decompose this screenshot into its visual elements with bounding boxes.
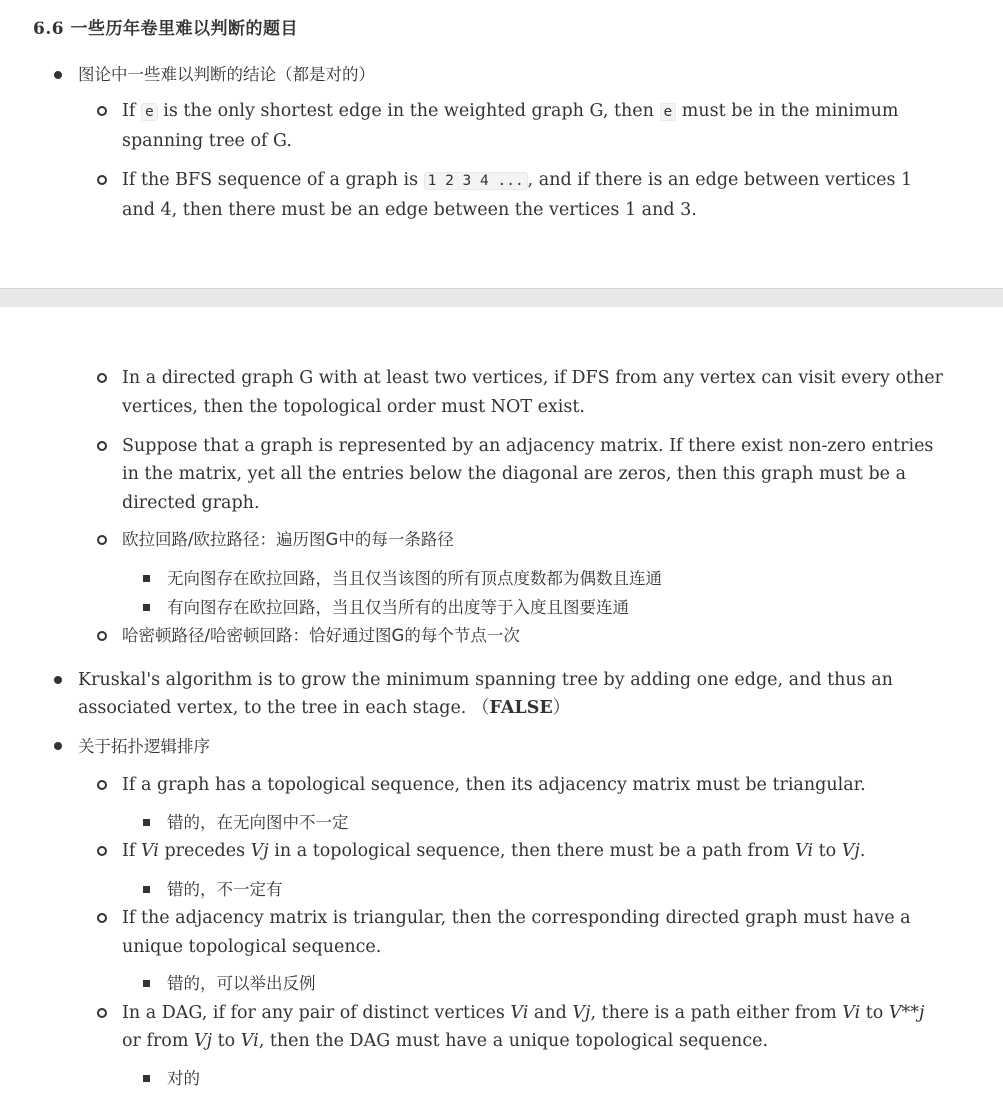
graph-heading: 图论中一些难以判断的结论（都是对的） <box>78 65 375 84</box>
section-title: 一些历年卷里难以判断的题目 <box>70 19 298 39</box>
inline-code: e <box>660 103 677 121</box>
var: Vj <box>841 841 860 861</box>
topo-4-note: 对的 <box>167 1069 200 1088</box>
bullet-circle <box>97 106 107 116</box>
var: Vi <box>795 841 814 861</box>
bullet-square <box>143 980 150 987</box>
claim-3-line-1: In a directed graph G with at least two vertices, if DFS from any vertex can visit every other <box>122 368 944 388</box>
text: is the only shortest edge in the weighted graph G, then <box>157 101 660 121</box>
bullet-circle <box>97 846 107 856</box>
text: to <box>813 841 842 861</box>
text: In a DAG, if for any pair of distinct vertices <box>122 1003 511 1023</box>
var: Vj <box>250 841 269 861</box>
var: Vi <box>140 841 159 861</box>
bullet-circle <box>97 631 107 641</box>
claim-4-line-2: in the matrix, yet all the entries below the diagonal are zeros, then this graph must be a <box>122 464 907 484</box>
euler-sub-1: 无向图存在欧拉回路，当且仅当该图的所有顶点度数都为偶数且连通 <box>167 569 662 588</box>
var: Vi <box>510 1003 529 1023</box>
euler-title: 欧拉回路/欧拉路径：遍历图G中的每一条路径 <box>122 530 454 549</box>
text: to <box>212 1031 241 1051</box>
bullet-circle <box>97 373 107 383</box>
bullet-square <box>143 886 150 893</box>
text: If <box>122 101 141 121</box>
var: Vi <box>240 1031 259 1051</box>
claim-1-line-1 <box>122 97 899 127</box>
bullet-circle <box>97 535 107 545</box>
bullet-circle <box>97 1008 107 1018</box>
kruskal-line-1: Kruskal's algorithm is to grow the minimum spanning tree by adding one edge, and thus an <box>78 670 893 690</box>
topo-3-note: 错的，可以举出反例 <box>167 974 316 993</box>
topo-1-note: 错的，在无向图中不一定 <box>167 813 349 832</box>
text: , then the DAG must have a unique topological sequence. <box>258 1031 769 1051</box>
text: associated vertex, to the tree in each stage. （ <box>78 698 490 718</box>
bullet-square <box>143 575 150 582</box>
text: and <box>528 1003 573 1023</box>
var: Vi <box>842 1003 861 1023</box>
bullet-square <box>143 1075 150 1082</box>
topo-3-line-1: If the adjacency matrix is triangular, then the corresponding directed graph must have a <box>122 908 911 928</box>
bullet-square <box>143 604 150 611</box>
euler-sub-2: 有向图存在欧拉回路，当且仅当所有的出度等于入度且图要连通 <box>167 598 629 617</box>
bullet-circle <box>97 441 107 451</box>
answer-false: FALSE <box>489 698 553 718</box>
page-top <box>0 0 1003 288</box>
var: V**j <box>888 1003 925 1023</box>
topo-2-note: 错的，不一定有 <box>167 880 283 899</box>
bullet-circle <box>97 913 107 923</box>
bullet-circle <box>97 780 107 790</box>
claim-4-line-3: directed graph. <box>122 493 260 513</box>
section-heading <box>33 14 298 39</box>
var: Vj <box>194 1031 213 1051</box>
bullet-disc <box>54 676 62 684</box>
topo-1: If a graph has a topological sequence, then its adjacency matrix must be triangular. <box>122 775 866 795</box>
claim-4-line-1: Suppose that a graph is represented by an adjacency matrix. If there exist non-zero entries <box>122 436 934 456</box>
text: If the BFS sequence of a graph is <box>122 170 424 190</box>
section-number: 6.6 <box>33 19 65 39</box>
topo-heading: 关于拓扑逻辑排序 <box>78 737 210 756</box>
inline-code: e <box>141 103 158 121</box>
inline-code: 1 2 3 4 ... <box>424 172 528 190</box>
claim-1-line-2: spanning tree of G. <box>122 131 292 151</box>
text: , there is a path either from <box>590 1003 843 1023</box>
bullet-disc <box>54 71 62 79</box>
claim-2-line-1 <box>122 166 912 196</box>
kruskal-line-2 <box>78 694 570 723</box>
text: in a topological sequence, then there must be a path from <box>268 841 796 861</box>
text: , and if there is an edge between vertices 1 <box>527 170 913 190</box>
claim-2-line-2: and 4, then there must be an edge between the vertices 1 and 3. <box>122 200 697 220</box>
topo-3-line-2: unique topological sequence. <box>122 937 382 957</box>
text: must be in the minimum <box>676 101 899 121</box>
page-bottom <box>0 307 1003 1115</box>
bullet-disc <box>54 742 62 750</box>
bullet-square <box>143 819 150 826</box>
text: ） <box>552 698 571 718</box>
hamilton: 哈密顿路径/哈密顿回路：恰好通过图G的每个节点一次 <box>122 626 520 645</box>
var: Vj <box>572 1003 591 1023</box>
text: . <box>859 841 866 861</box>
bullet-circle <box>97 175 107 185</box>
topo-4-line-2 <box>122 1027 768 1056</box>
text: to <box>860 1003 889 1023</box>
claim-3-line-2: vertices, then the topological order must NOT exist. <box>122 397 585 417</box>
text: or from <box>122 1031 194 1051</box>
topo-4-line-1 <box>122 999 924 1028</box>
text: precedes <box>158 841 251 861</box>
page-separator <box>0 288 1003 308</box>
topo-2 <box>122 837 865 866</box>
text: If <box>122 841 141 861</box>
